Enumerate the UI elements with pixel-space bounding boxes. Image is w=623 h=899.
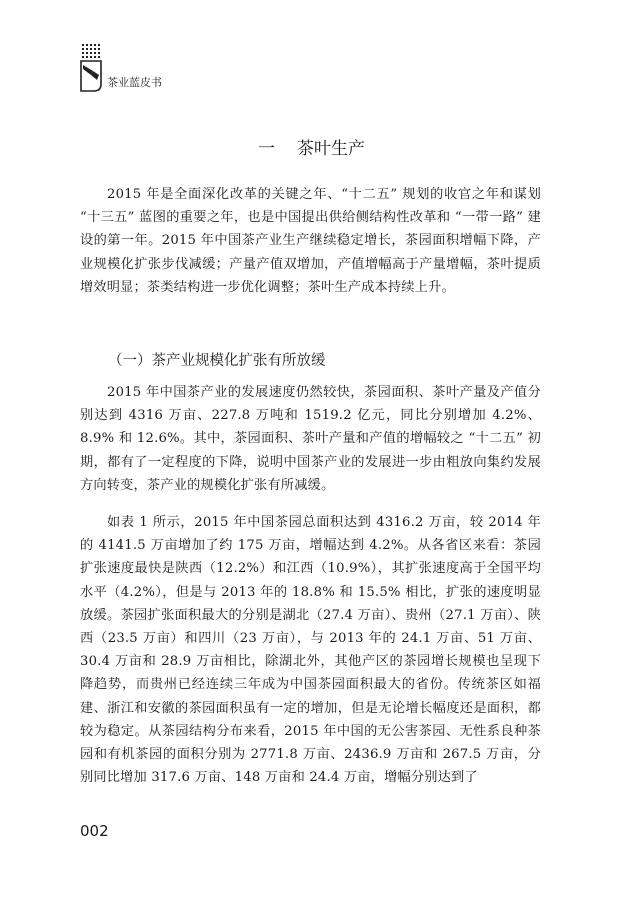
page-number: 002 — [80, 822, 109, 840]
body-paragraph-1: 2015 年中国茶产业的发展速度仍然较快，茶园面积、茶叶产量及产值分别达到 4316 万亩、227.8 万吨和 1519.2 亿元，同比分别增加 4.2%、8.9% 和 12.6%。其中，茶园面积、茶叶产量和产值的增幅较之 “十二五” 初期，都有了一定程度的下降，说明中国茶产业的发展进一步由粗放向集约发展方向转变，茶产业的规模化扩张有所减缓。 — [80, 385, 541, 493]
series-title: 茶业蓝皮书 — [107, 76, 162, 89]
chapter-number: 一 — [258, 139, 275, 159]
intro-paragraph: 2015 年是全面深化改革的关键之年、“十二五” 规划的收官之年和谋划 “十三五” 蓝图的重要之年，也是中国提出供给侧结构性改革和 “一带一路” 建设的第一年。2015 年中国茶产业生产继续稳定增长，茶园面积增幅下降，产业规模化扩张步伐减缓；产量产值双增加，产值增幅高于产量增幅，茶叶提质增效明显；茶类结构进一步优化调整；茶叶生产成本持续上升。 — [80, 187, 541, 295]
book-logo-icon — [80, 44, 102, 92]
chapter-heading — [0, 134, 623, 159]
body-paragraph-2: 如表 1 所示，2015 年中国茶园总面积达到 4316.2 万亩，较 2014 年的 4141.5 万亩增加了约 175 万亩，增幅达到 4.2%。从各省区来看：茶园扩张速度最快是陕西（12.2%）和江西（10.9%），其扩张速度高于全国平均水平（4.2%），但是与 2013 年的 18.8% 和 15.5% 相比，扩张的速度明显放缓。茶园扩张面积最大的分别是湖北（27.4 万亩）、贵州（27.1 万亩）、陕西（23.5 万亩）和四川（23 万亩），与 2013 年的 24.1 万亩、51 万亩、30.4 万亩和 28.9 万亩相比，除湖北外，其他产区的茶园增长规模也呈现下降趋势，而贵州已经连续三年成为中国茶园面积最大的省份。传统茶区如福建、浙江和安徽的茶园面积虽有一定的增加，但是无论增长幅度还是面积，都较为稳定。从茶园结构分布来看，2015 年中国的无公害茶园、无性系良种茶园和有机茶园的面积分别为 2771.8 万亩、2436.9 万亩和 267.5 万亩，分别同比增加 317.6 万亩、148 万亩和 24.4 万亩，增幅分别达到了 — [80, 515, 541, 786]
chapter-title: 茶叶生产 — [297, 139, 365, 159]
section-heading: （一）茶产业规模化扩张有所放缓 — [108, 353, 326, 369]
